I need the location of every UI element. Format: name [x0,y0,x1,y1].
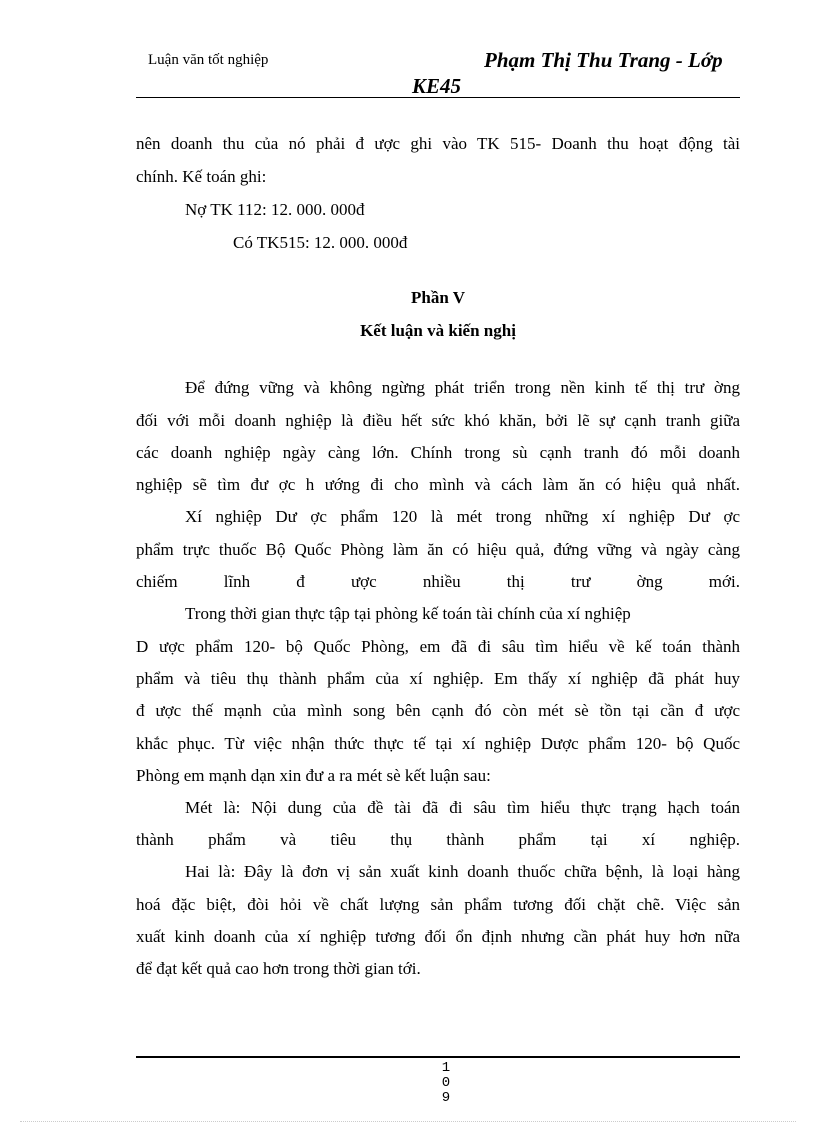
body-line: nên doanh thu của nó phải đ ược ghi vào TK 515- Doanh thu hoạt động tài [136,134,740,153]
journal-credit-line: Có TK515: 12. 000. 000đ [233,233,408,252]
page-number [436,1061,456,1106]
paragraph-line: Hai là: Đây là đơn vị sản xuất kinh doanh thuốc chữa bệnh, là loại hàng [185,862,740,881]
paragraph-line: khắc phục. Từ việc nhận thức thực tế tại xí nghiệp Dược phẩm 120- bộ Quốc [136,734,740,753]
paragraph-line: D ược phẩm 120- bộ Quốc Phòng, em đã đi sâu tìm hiểu về kế toán thành [136,637,740,656]
running-header-author: Phạm Thị Thu Trang - Lớp [484,48,723,72]
paragraph-line: phẩm và tiêu thụ thành phẩm của xí nghiệp. Em thấy xí nghiệp đã phát huy [136,669,740,688]
section-title: Phần V [410,288,465,307]
paragraph-line: đối với mỗi doanh nghiệp là điều hết sức khó khăn, bởi lẽ sự cạnh tranh giữa [136,411,740,430]
page-number-digit: 9 [441,1090,451,1106]
paragraph-line: chiếm lĩnh đ ược nhiều thị trư ờng mới. [136,572,740,591]
paragraph-line: xuất kinh doanh của xí nghiệp tương đối ổn định nhưng cần phát huy hơn nữa [136,927,740,946]
header-rule [136,97,740,98]
page-edge-dotted [20,1121,796,1122]
page-number-digit: 0 [441,1075,451,1091]
body-line: chính. Kế toán ghi: [136,167,267,186]
paragraph-line: Phòng em mạnh dạn xin đư a ra mét sè kết luận sau: [136,766,491,785]
paragraph-line: phẩm trực thuốc Bộ Quốc Phòng làm ăn có hiệu quả, đứng vững và ngày càng [136,540,740,559]
paragraph-line: Xí nghiệp Dư ợc phẩm 120 là mét trong những xí nghiệp Dư ợc [185,507,740,526]
page-number-digit: 1 [441,1060,451,1076]
paragraph-line: Để đứng vững và không ngừng phát triển trong nền kinh tế thị trư ờng [185,378,740,397]
paragraph-line: để đạt kết quả cao hơn trong thời gian tới. [136,959,421,978]
running-header-title: Luận văn tốt nghiệp [148,52,269,68]
section-subtitle: Kết luận và kiến nghị [360,321,516,340]
footer-rule [136,1056,740,1058]
paragraph-line: hoá đặc biệt, đòi hỏi về chất lượng sản phẩm tương đối chặt chẽ. Việc sản [136,895,740,914]
paragraph-line: Trong thời gian thực tập tại phòng kế toán tài chính của xí nghiệp [185,604,631,623]
paragraph-line: nghiệp sẽ tìm đư ợc h ướng đi cho mình và cách làm ăn có hiệu quả nhất. [136,475,740,494]
paragraph-line: các doanh nghiệp ngày càng lớn. Chính trong sù cạnh tranh đó mỗi doanh [136,443,740,462]
paragraph-line: thành phẩm và tiêu thụ thành phẩm tại xí nghiệp. [136,830,740,849]
paragraph-line: Mét là: Nội dung của đề tài đã đi sâu tìm hiểu thực trạng hạch toán [185,798,740,817]
running-header-class: KE45 [412,74,462,98]
paragraph-line: đ ược thế mạnh của mình song bên cạnh đó còn mét sè tồn tại cần đ ược [136,701,740,720]
journal-debit-line: Nợ TK 112: 12. 000. 000đ [185,200,365,219]
